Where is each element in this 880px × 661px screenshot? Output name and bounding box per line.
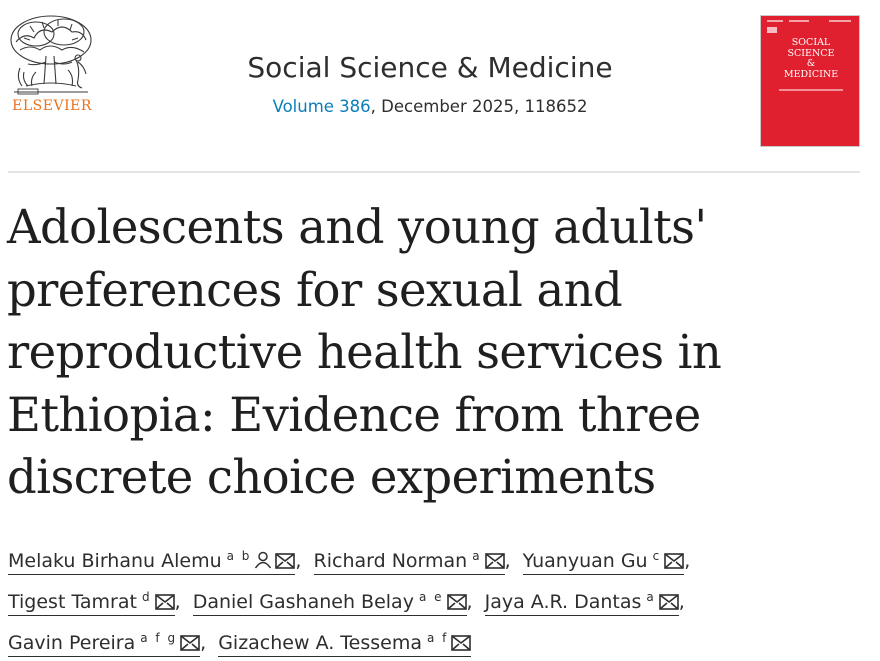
journal-cover-image[interactable] [760, 15, 860, 147]
cover-publisher-mark [767, 27, 777, 33]
author-name: Richard Norman [313, 550, 468, 572]
author-link[interactable] [523, 550, 685, 575]
author-item [523, 550, 697, 572]
author-affiliations: a e [418, 590, 444, 604]
author-name: Yuanyuan Gu [522, 550, 648, 572]
envelope-icon [451, 635, 471, 651]
journal-title-link[interactable]: Social Science & Medicine [247, 51, 613, 84]
author-item [218, 632, 471, 657]
author-link[interactable] [8, 591, 175, 616]
author-item [193, 591, 479, 613]
issue-details [200, 96, 660, 118]
envelope-icon [664, 553, 684, 569]
author-separator: , [466, 591, 473, 613]
author-link[interactable] [8, 550, 295, 575]
author-affiliations: d [141, 590, 152, 604]
envelope-icon [447, 594, 467, 610]
author-affiliations: a [646, 590, 656, 604]
author-name: Jaya A.R. Dantas [484, 591, 642, 613]
author-item [485, 591, 691, 613]
author-affiliations: a f g [140, 631, 178, 645]
author-link[interactable] [8, 632, 200, 657]
author-item [8, 632, 212, 654]
author-affiliations: a f [427, 631, 449, 645]
author-link[interactable] [314, 550, 505, 575]
author-link[interactable] [193, 591, 467, 616]
author-affiliations: c [652, 549, 662, 563]
envelope-icon [659, 594, 679, 610]
author-name: Daniel Gashaneh Belay [192, 591, 414, 613]
author-separator: , [174, 591, 181, 613]
cover-header-lines [767, 20, 853, 26]
author-item [314, 550, 517, 572]
author-affiliations: a b [226, 549, 252, 563]
issue-date-article-number: , December 2025, 118652 [370, 97, 588, 116]
author-link[interactable] [485, 591, 679, 616]
header-divider [8, 171, 860, 173]
elsevier-tree-icon [6, 12, 96, 98]
journal-info [200, 50, 660, 118]
author-item [8, 591, 187, 613]
author-name: Tigest Tamrat [8, 591, 137, 613]
article-header [0, 0, 880, 172]
author-list [8, 538, 874, 661]
envelope-icon [155, 594, 175, 610]
author-separator: , [295, 550, 302, 572]
author-separator: , [678, 591, 685, 613]
author-separator: , [200, 632, 207, 654]
author-name: Gavin Pereira [8, 632, 136, 654]
author-separator: , [684, 550, 691, 572]
volume-link[interactable]: Volume 386 [272, 97, 371, 116]
author-name: Gizachew A. Tessema [218, 632, 423, 654]
envelope-icon [485, 553, 505, 569]
envelope-icon [180, 635, 200, 651]
person-icon [254, 551, 272, 569]
elsevier-logo[interactable] [6, 12, 96, 116]
author-affiliations: a [472, 549, 482, 563]
author-link[interactable] [218, 632, 471, 657]
author-name: Melaku Birhanu Alemu [8, 550, 222, 572]
publisher-name: ELSEVIER [12, 98, 92, 114]
article-title: Adolescents and young adults' preferences for sexual and reproductive health services in Ethiopia: Evidence from three discrete choice experiments [7, 200, 722, 504]
envelope-icon [275, 553, 295, 569]
author-item [8, 550, 307, 572]
cover-subtitle-line [779, 89, 843, 91]
author-separator: , [504, 550, 511, 572]
cover-title: SOCIAL SCIENCE & MEDICINE [783, 37, 839, 80]
